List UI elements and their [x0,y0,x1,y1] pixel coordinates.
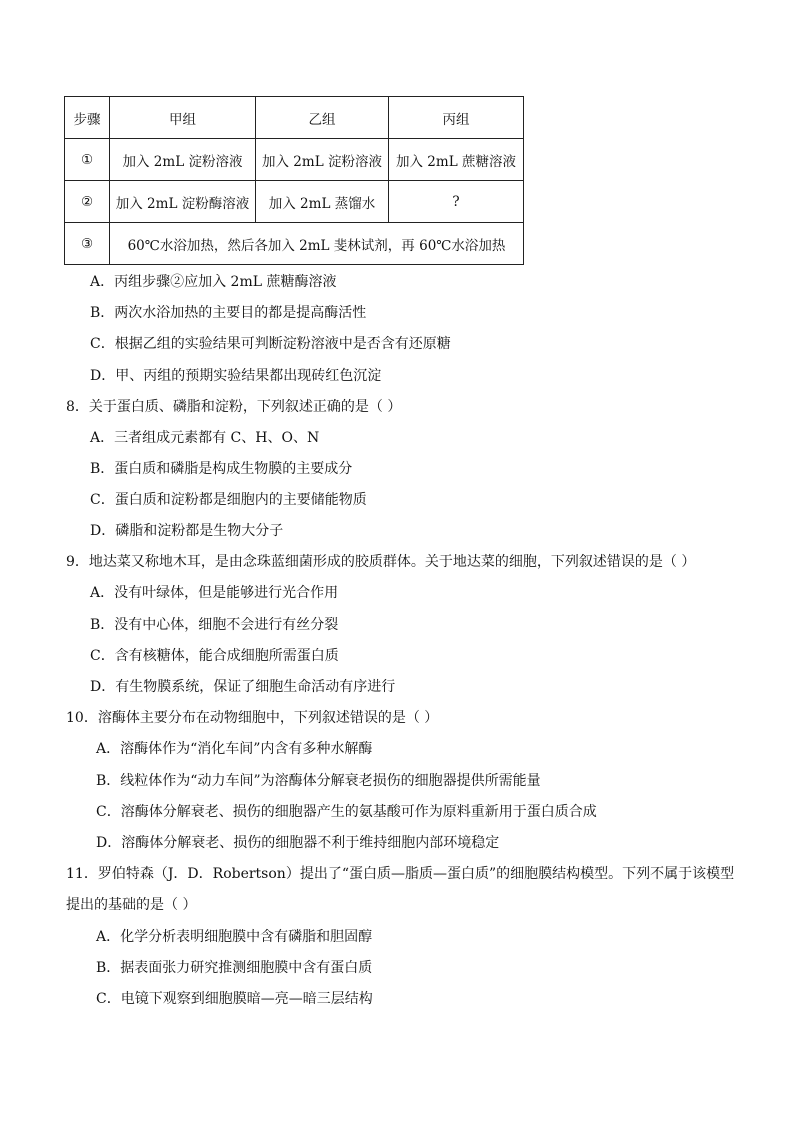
q7-option-b: B．两次水浴加热的主要目的都是提高酶活性 [90,305,367,321]
q9-option-d: D．有生物膜系统，保证了细胞生命活动有序进行 [90,679,396,695]
step-2-label: ② [65,181,110,223]
q8-option-a: A．三者组成元素都有 C、H、O、N [90,430,320,446]
q9-option-a: A．没有叶绿体，但是能够进行光合作用 [90,585,339,601]
q9-stem: 9．地达菜又称地木耳，是由念珠蓝细菌形成的胶质群体。关于地达菜的细胞，下列叙述错误的是（ ） [66,554,696,570]
q8-option-d: D．磷脂和淀粉都是生物大分子 [90,523,284,539]
q10-option-b: B．线粒体作为“动力车间”为溶酶体分解衰老损伤的细胞器提供所需能量 [96,773,541,789]
step-1-yi: 加入 2mL 淀粉溶液 [256,139,389,181]
table-row [65,181,524,223]
q9-option-c: C．含有核糖体，能合成细胞所需蛋白质 [90,648,339,664]
table-header-row [65,97,524,139]
step-1-label: ① [65,139,110,181]
header-group-yi: 乙组 [256,97,389,139]
step-1-jia: 加入 2mL 淀粉溶液 [110,139,256,181]
step-3-label: ③ [65,223,110,265]
q8-option-b: B．蛋白质和磷脂是构成生物膜的主要成分 [90,461,353,477]
q10-option-a: A．溶酶体作为“消化车间”内含有多种水解酶 [96,741,373,757]
header-group-bing: 丙组 [389,97,524,139]
q11-option-b: B．据表面张力研究推测细胞膜中含有蛋白质 [96,960,373,976]
q11-option-c: C．电镜下观察到细胞膜暗—亮—暗三层结构 [96,991,373,1007]
step-2-jia: 加入 2mL 淀粉酶溶液 [110,181,256,223]
q10-option-c: C．溶酶体分解衰老、损伤的细胞器产生的氨基酸可作为原料重新用于蛋白质合成 [96,804,597,820]
q10-option-d: D．溶酶体分解衰老、损伤的细胞器不利于维持细胞内部环境稳定 [96,835,500,851]
q11-stem-line1: 11．罗伯特森（J．D．Robertson）提出了“蛋白质—脂质—蛋白质”的细胞膜结构模型。下列不属于该模型 [66,866,735,882]
header-step: 步骤 [65,97,110,139]
step-1-bing: 加入 2mL 蔗糖溶液 [389,139,524,181]
q8-option-c: C．蛋白质和淀粉都是细胞内的主要储能物质 [90,492,367,508]
q7-option-d: D．甲、丙组的预期实验结果都出现砖红色沉淀 [90,368,382,384]
step-2-yi: 加入 2mL 蒸馏水 [256,181,389,223]
step-3-text: 60℃水浴加热，然后各加入 2mL 斐林试剂，再 60℃水浴加热 [110,223,524,265]
q8-stem: 8．关于蛋白质、磷脂和淀粉，下列叙述正确的是（ ） [66,399,402,415]
step-2-bing: ? [389,181,524,223]
q11-stem-line2: 提出的基础的是（ ） [66,897,197,913]
q9-option-b: B．没有中心体，细胞不会进行有丝分裂 [90,617,339,633]
q10-stem: 10．溶酶体主要分布在动物细胞中，下列叙述错误的是（ ） [66,710,439,726]
header-group-jia: 甲组 [110,97,256,139]
table-row [65,139,524,181]
q7-option-a: A．丙组步骤②应加入 2mL 蔗糖酶溶液 [90,274,337,290]
q11-option-a: A．化学分析表明细胞膜中含有磷脂和胆固醇 [96,929,373,945]
experiment-table [64,96,524,265]
table-row [65,223,524,265]
q7-option-c: C．根据乙组的实验结果可判断淀粉溶液中是否含有还原糖 [90,336,451,352]
